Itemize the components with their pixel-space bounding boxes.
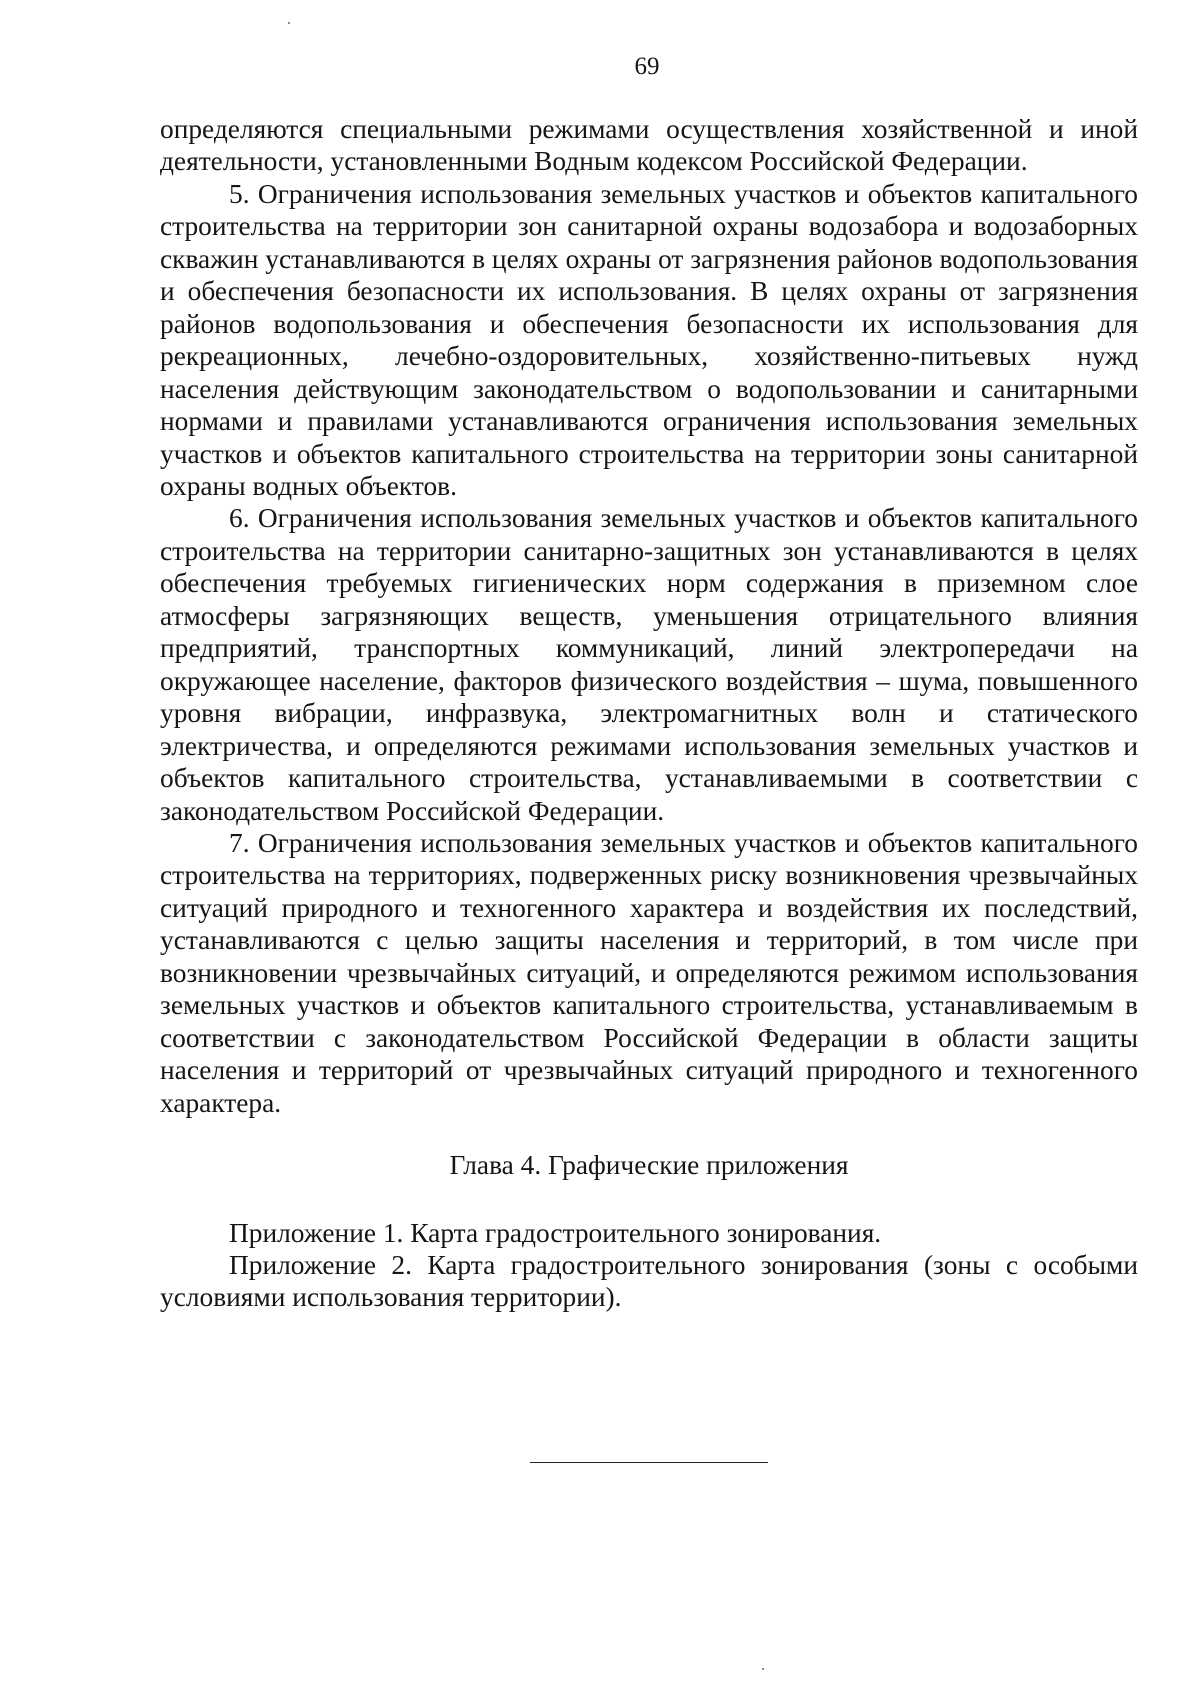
paragraph-continuation: определяются специальными режимами осуществления хозяйственной и иной деятельности, установленными Водным кодексом Российской Федерации. xyxy=(160,114,1138,177)
paragraph-item-6: 6. Ограничения использования земельных участков и объектов капитального строительства на территории санитарно-защитных зон устанавливаются в целях обеспечения требуемых гигиенических норм содержания в приземном слое атмосферы загрязняющих веществ, уменьшения отрицательного влияния предприятий, транспортных коммуникаций, линий электропередачи на окружающее население, факторов физического воздействия – шума, повышенного уровня вибрации, инфразвука, электромагнитных волн и статического электричества, и определяются режимами использования земельных участков и объектов капитального строительства, устанавливаемыми в соответствии с законодательством Российской Федерации. xyxy=(160,503,1138,826)
appendix-item-2: Приложение 2. Карта градостроительного зонирования (зоны с особыми условиями использования территории). xyxy=(160,1249,1138,1313)
paragraph-item-7: 7. Ограничения использования земельных участков и объектов капитального строительства на территориях, подверженных риску возникновения чрезвычайных ситуаций природного и техногенного характера и воздействия их последствий, устанавливаются с целью защиты населения и территорий, в том числе при возникновении чрезвычайных ситуаций, и определяются режимом использования земельных участков и объектов капитального строительства, устанавливаемым в соответствии с законодательством Российской Федерации в области защиты населения и территорий от чрезвычайных ситуаций природного и техногенного характера. xyxy=(160,827,1138,1118)
chapter-heading: Глава 4. Графические приложения xyxy=(449,1150,849,1181)
document-body xyxy=(160,113,1138,1314)
page-number: 69 xyxy=(634,53,660,80)
scan-speck xyxy=(288,22,290,24)
scan-speck xyxy=(762,1668,764,1670)
appendix-item-1: Приложение 1. Карта градостроительного зонирования. xyxy=(229,1217,882,1248)
end-separator-line xyxy=(530,1462,768,1463)
paragraph-item-5: 5. Ограничения использования земельных участков и объектов капитального строительства на территории зон санитарной охраны водозабора и водозаборных скважин устанавливаются в целях охраны от загрязнения районов водопользования и обеспечения безопасности их использования. В целях охраны от загрязнения районов водопользования и обеспечения безопасности их использования для рекреационных, лечебно-оздоровительных, хозяйственно-питьевых нужд населения действующим законодательством о водопользовании и санитарными нормами и правилами устанавливаются ограничения использования земельных участков и объектов капитального строительства на территории зоны санитарной охраны водных объектов. xyxy=(160,178,1138,501)
